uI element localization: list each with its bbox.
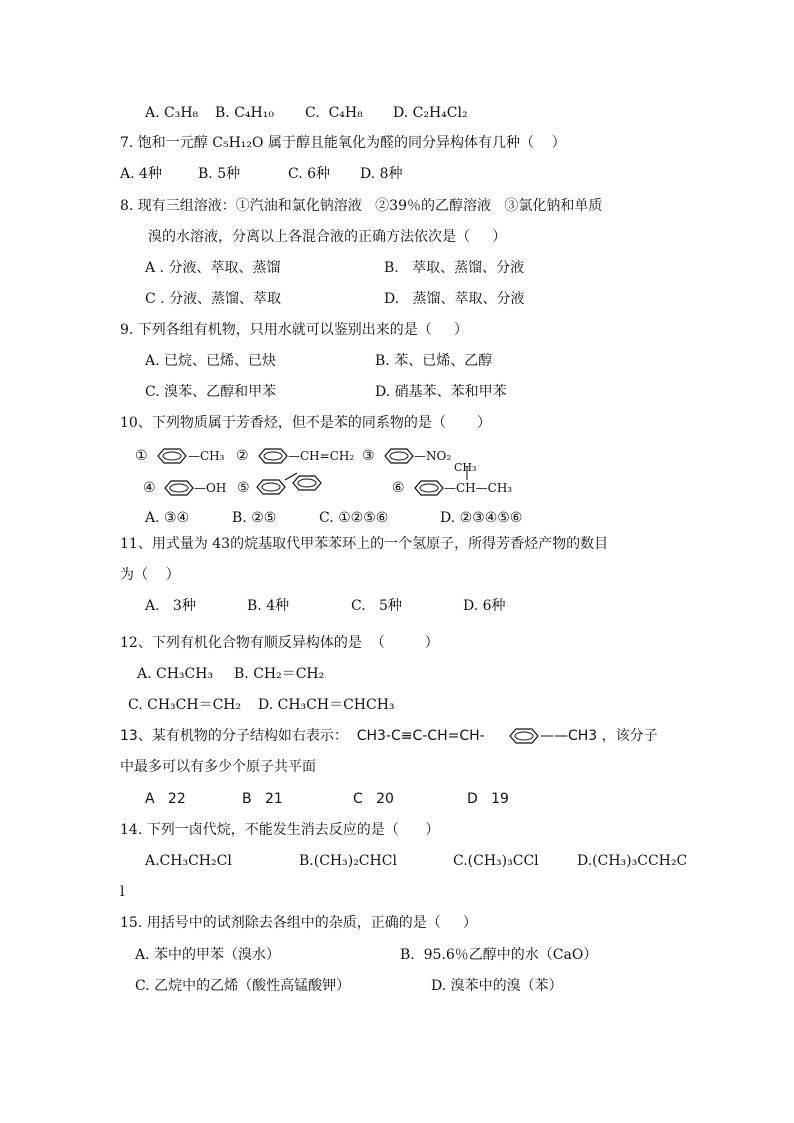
q13-stem-a: 13、某有机物的分子结构如右表示： CH3-C≡C-CH=CH-: [120, 728, 485, 744]
q6-option-d: D. C₂H₄Cl₂: [393, 105, 468, 121]
q6-option-b: B. C₄H₁₀: [215, 105, 274, 121]
q10-struct1-number: ①: [135, 448, 148, 464]
q7-option-a: A. 4种: [120, 166, 162, 182]
q8-option-b: B. 萃取、蒸馏、分液: [384, 260, 525, 276]
q9-option-d: D. 硝基苯、苯和甲苯: [375, 384, 507, 400]
q10-option-b: B. ②⑤: [232, 510, 277, 526]
q13-option-a: A 22: [145, 791, 186, 807]
q11-option-d: D. 6种: [463, 598, 506, 614]
q11-stem-line1: 11、用式量为 43的烷基取代甲苯苯环上的一个氢原子，所得芳香烃产物的数目: [120, 536, 609, 552]
q13-stem-b: ——CH3 ，该分子: [540, 728, 658, 744]
q15-option-a: A. 苯中的甲苯（溴水）: [135, 947, 281, 963]
benzene-ring-icon: [507, 727, 541, 745]
q8-option-a: A . 分液、萃取、蒸馏: [145, 260, 281, 276]
q10-option-c: C. ①②⑤⑥: [319, 510, 389, 526]
biphenyl-icon: [255, 469, 331, 497]
q9-stem: 9. 下列各组有机物，只用水就可以鉴别出来的是（ ）: [120, 322, 469, 338]
q10-stem: 10、下列物质属于芳香烃，但不是苯的同系物的是（ ）: [120, 415, 491, 431]
q7-option-c: C. 6种: [288, 166, 331, 182]
q14-option-c: C.(CH₃)₃CCl: [453, 853, 539, 869]
q11-option-c: C. 5种: [351, 598, 402, 614]
q13-stem-line2: 中最多可以有多少个原子共平面: [120, 759, 316, 775]
q13-option-b: B 21: [242, 791, 283, 807]
q15-option-b: B. 95.6％乙醇中的水（CaO）: [400, 947, 598, 963]
q12-option-d: D. CH₃CH＝CHCH₃: [258, 697, 395, 713]
q13-option-c: C 20: [353, 791, 394, 807]
q10-option-d: D. ②③④⑤⑥: [440, 510, 523, 526]
q9-option-b: B. 苯、已烯、乙醇: [375, 353, 493, 369]
q10-struct6-number: ⑥: [392, 480, 405, 496]
q15-option-d: D. 溴苯中的溴（苯）: [431, 978, 563, 994]
q10-struct2-number: ②: [236, 448, 249, 464]
q10-option-a: A. ③④: [145, 510, 190, 526]
q10-struct3-substituent: —NO₂: [414, 449, 452, 463]
q12-option-a: A. CH₃CH₃: [137, 666, 214, 682]
q15-option-c: C. 乙烷中的乙烯（酸性高锰酸钾）: [135, 978, 351, 994]
q10-struct5-number: ⑤: [237, 480, 250, 496]
q9-option-a: A. 已烷、已烯、已炔: [145, 353, 277, 369]
q6-option-c: C. C₄H₈: [305, 105, 363, 121]
q14-option-d: D.(CH₃)₃CCH₂C: [577, 853, 688, 869]
benzene-ring-icon: [256, 447, 290, 465]
q7-option-b: B. 5种: [198, 166, 241, 182]
q7-option-d: D. 8种: [360, 166, 403, 182]
q14-stem: 14. 下列一卤代烷，不能发生消去反应的是（ ）: [120, 822, 440, 838]
q12-option-b: B. CH₂＝CH₂: [234, 666, 325, 682]
q8-stem-line2: 溴的水溶液，分离以上各混合液的正确方法依次是（ ）: [148, 229, 507, 245]
q10-struct6-methyl-label: CH₃: [454, 461, 477, 474]
q15-stem: 15. 用括号中的试剂除去各组中的杂质，正确的是（ ）: [120, 915, 477, 931]
q12-stem: 12、下列有机化合物有顺反异构体的是 （ ）: [120, 635, 439, 651]
q14-option-b: B.(CH₃)₂CHCl: [299, 853, 397, 869]
q12-option-c: C. CH₃CH＝CH₂: [128, 697, 242, 713]
q14-option-d-wrap: l: [120, 884, 125, 900]
q10-struct4-substituent: —OH: [194, 481, 227, 495]
q8-option-c: C . 分液、蒸馏、萃取: [145, 291, 282, 307]
q9-option-c: C. 溴苯、乙醇和甲苯: [145, 384, 277, 400]
q8-option-d: D. 蒸馏、萃取、分液: [384, 291, 525, 307]
benzene-ring-icon: [382, 447, 416, 465]
benzene-ring-icon: [412, 479, 446, 497]
q8-stem-line1: 8. 现有三组溶液：①汽油和氯化钠溶液 ②39％的乙醇溶液 ③氯化钠和单质: [120, 198, 603, 214]
q13-option-d: D 19: [467, 791, 509, 807]
benzene-ring-icon: [162, 479, 196, 497]
q11-option-a: A. 3种: [145, 598, 196, 614]
q10-struct3-number: ③: [362, 448, 375, 464]
q10-struct4-number: ④: [143, 480, 156, 496]
q7-stem: 7. 饱和一元醇 C₅H₁₂O 属于醇且能氧化为醛的同分异构体有几种（ ）: [120, 135, 566, 151]
benzene-ring-icon: [155, 447, 189, 465]
q11-stem-line2: 为（ ）: [120, 567, 180, 583]
q10-struct1-substituent: —CH₃: [188, 449, 225, 463]
q11-option-b: B. 4种: [247, 598, 290, 614]
q10-struct6-substituent: —CH—CH₃: [444, 481, 513, 495]
q6-option-a: A. C₃H₈: [145, 105, 199, 121]
q10-struct2-substituent: —CH=CH₂: [288, 449, 355, 463]
q14-option-a: A.CH₃CH₂Cl: [145, 853, 232, 869]
